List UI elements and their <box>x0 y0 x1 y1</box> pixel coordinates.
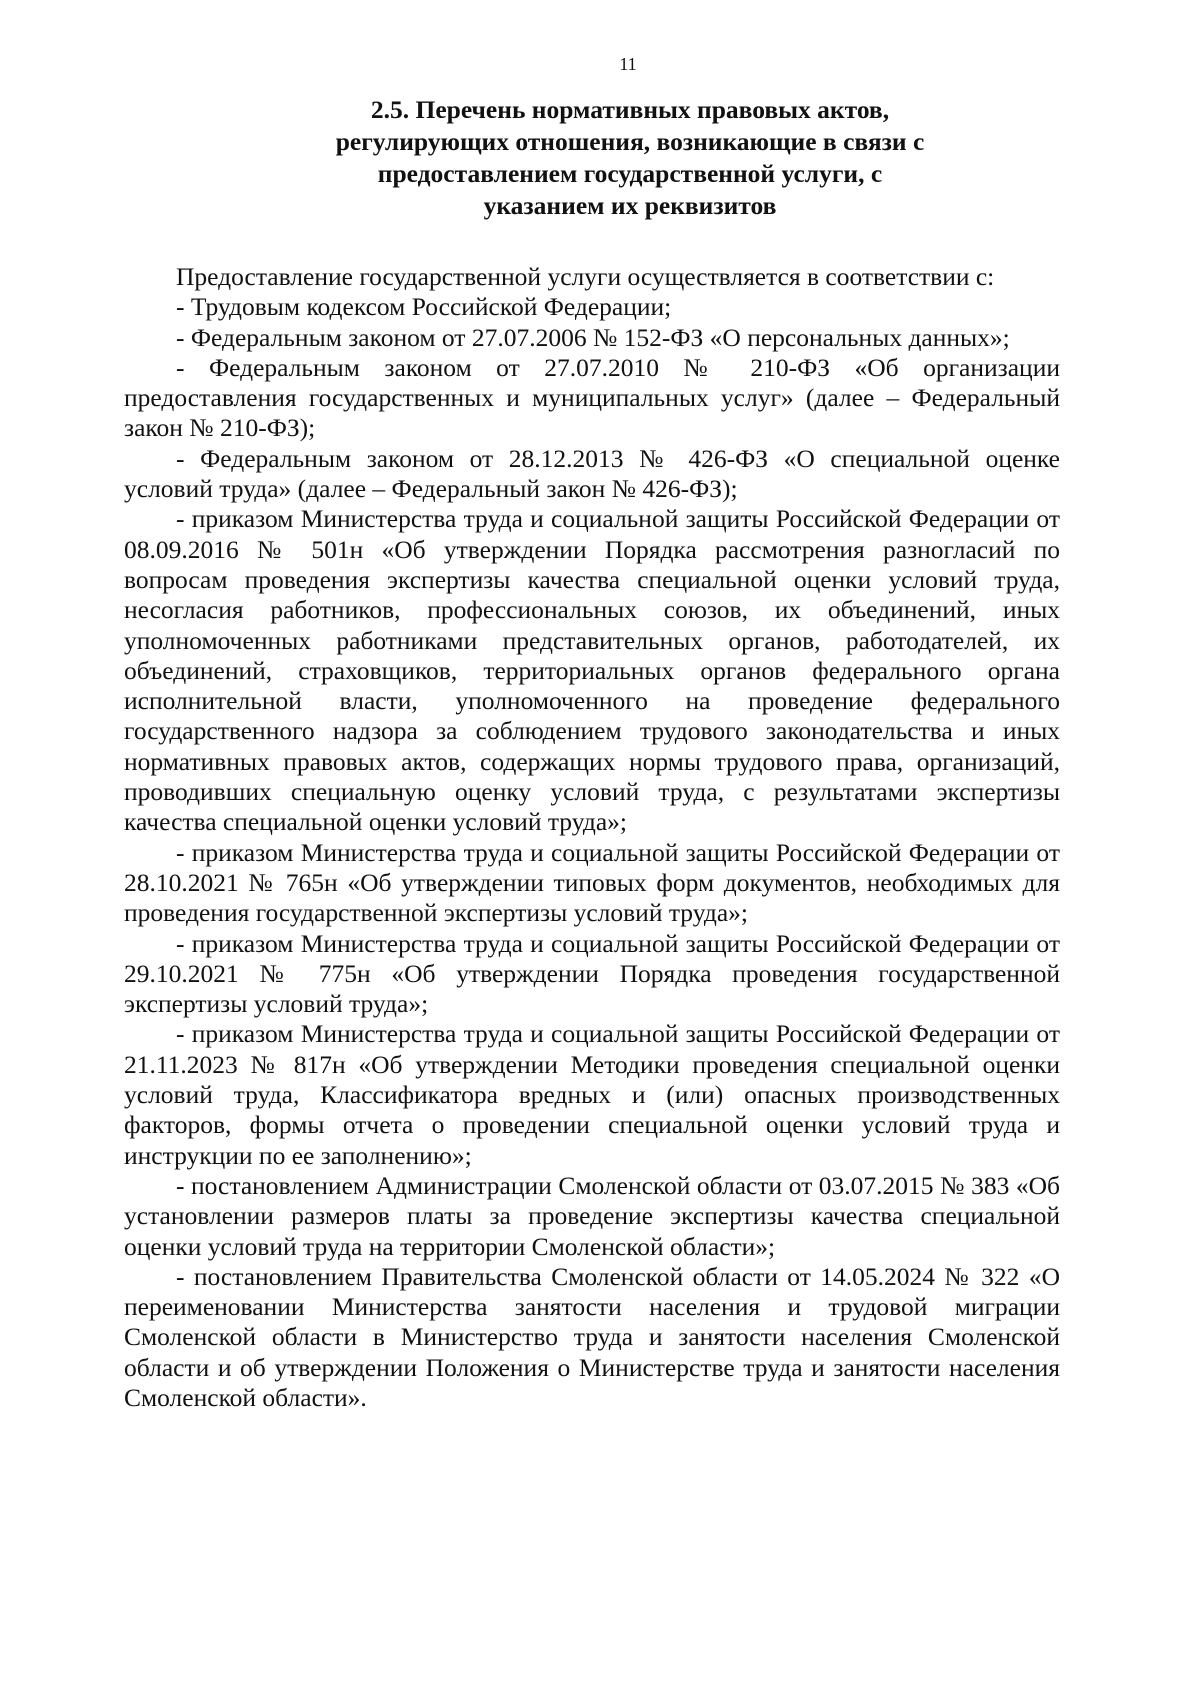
legal-act-item: - Федеральным законом от 28.12.2013 № 426-ФЗ «О специальной оценке условий труда» (далее – Федеральный закон № 426-ФЗ); <box>124 443 1060 504</box>
document-body <box>124 262 1060 1413</box>
intro-paragraph: Предоставление государственной услуги осуществляется в соответствии с: <box>176 262 995 291</box>
legal-act-item: - Федеральным законом от 27.07.2006 № 152-ФЗ «О персональных данных»; <box>176 322 1010 352</box>
legal-act-item: - постановлением Правительства Смоленской области от 14.05.2024 № 322 «О переименовании Министерства занятости населения и трудовой миграции Смоленской области в Министерство труда и занятости населения Смоленской области и об утверждении Положения о Министерстве труда и занятости населения Смоленской области». <box>124 1261 1060 1412</box>
section-title-line: указанием их реквизитов <box>483 191 777 220</box>
legal-act-item: - приказом Министерства труда и социальной защиты Российской Федерации от 08.09.2016 № 501н «Об утверждении Порядка рассмотрения разногласий по вопросам проведения экспертизы качества специальной оценки условий труда, несогласия работников, профессиональных союзов, их объединений, иных уполномоченных работниками представительных органов, работодателей, их объединений, страховщиков, территориальных органов федерального органа исполнительной власти, уполномоченного на проведение федерального государственного надзора за соблюдением трудового законодательства и иных нормативных правовых актов, содержащих нормы трудового права, организаций, проводивших специальную оценку условий труда, с результатами экспертизы качества специальной оценки условий труда»; <box>124 504 1060 837</box>
legal-act-item: - приказом Министерства труда и социальной защиты Российской Федерации от 29.10.2021 № 775н «Об утверждении Порядка проведения государственной экспертизы условий труда»; <box>124 928 1060 1019</box>
section-title <box>240 94 1020 222</box>
section-title-line: регулирующих отношения, возникающие в связи с <box>335 127 925 156</box>
legal-act-item: - приказом Министерства труда и социальной защиты Российской Федерации от 21.11.2023 № 817н «Об утверждении Методики проведения специальной оценки условий труда, Классификатора вредных и (или) опасных производственных факторов, формы отчета о проведении специальной оценки условий труда и инструкции по ее заполнению»; <box>124 1019 1060 1170</box>
legal-act-item: - Федеральным законом от 27.07.2010 № 210-ФЗ «Об организации предоставления государственных и муниципальных услуг» (далее – Федеральный закон № 210-ФЗ); <box>124 352 1060 443</box>
legal-act-item: - Трудовым кодексом Российской Федерации; <box>176 292 672 322</box>
page-number: 11 <box>619 54 637 74</box>
legal-act-item: - постановлением Администрации Смоленской области от 03.07.2015 № 383 «Об установлении размеров платы за проведение экспертизы качества специальной оценки условий труда на территории Смоленской области»; <box>124 1170 1060 1261</box>
section-title-line: предоставлением государственной услуги, с <box>377 159 883 188</box>
section-title-line: 2.5. Перечень нормативных правовых актов, <box>370 95 890 124</box>
legal-act-item: - приказом Министерства труда и социальной защиты Российской Федерации от 28.10.2021 № 765н «Об утверждении типовых форм документов, необходимых для проведения государственной экспертизы условий труда»; <box>124 837 1060 928</box>
